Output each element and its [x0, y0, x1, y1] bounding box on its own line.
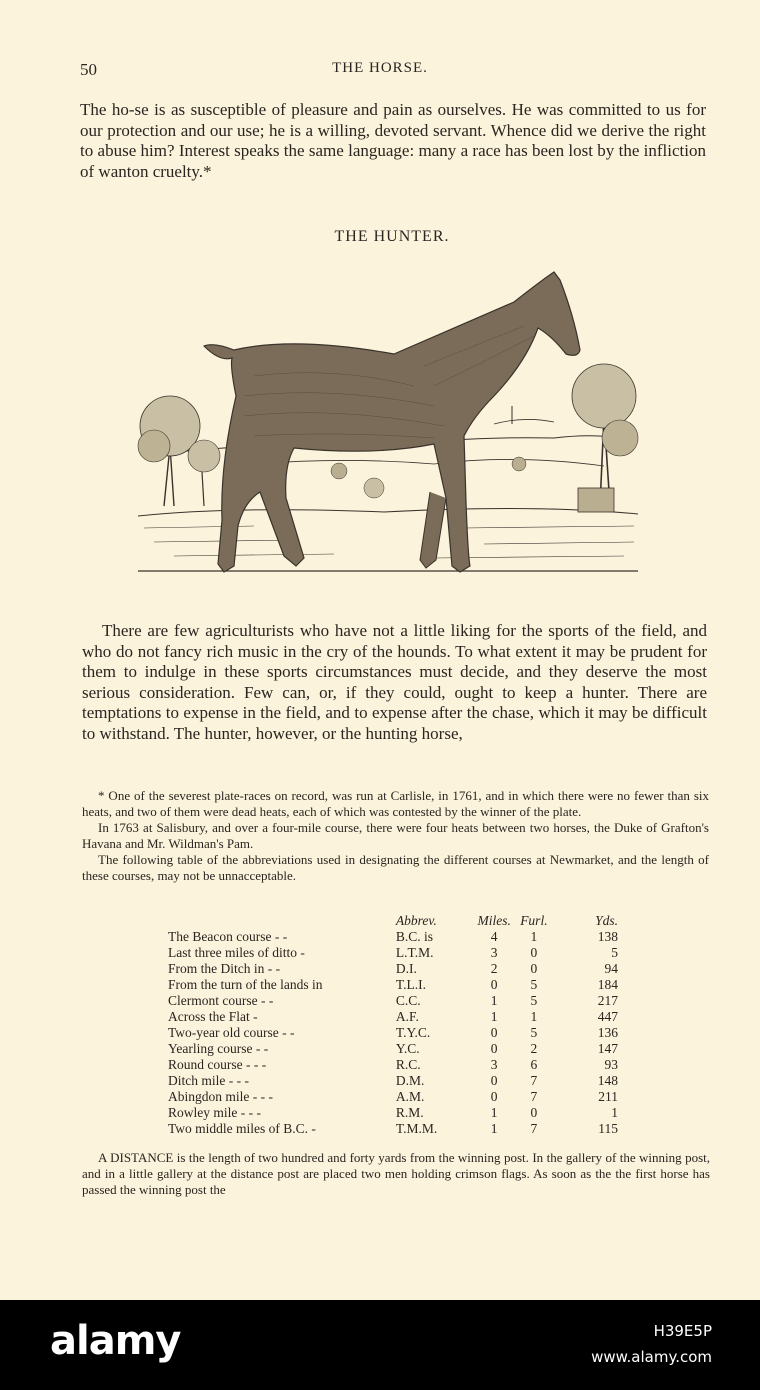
yards: 115 [598, 1121, 618, 1136]
footnote-table-intro: The following table of the abbreviations used in designating the different courses at Newmarket, and the length of these courses, may not be unnacceptable. [82, 852, 709, 883]
furlongs: 7 [530, 1121, 538, 1136]
miles: 3 [490, 945, 498, 960]
yards: 447 [597, 1009, 618, 1024]
abbrev: D.I. [395, 961, 417, 976]
yards: 138 [597, 929, 618, 944]
abbrev: A.F. [395, 1009, 419, 1024]
course-name: Clermont course - - [168, 993, 274, 1008]
abbrev: D.M. [395, 1073, 425, 1088]
abbrev: T.L.I. [395, 977, 427, 992]
course-name: The Beacon course - - [168, 929, 288, 944]
yards: 211 [598, 1089, 618, 1104]
alamy-logo: alamy [50, 1318, 181, 1364]
table-row [168, 1057, 628, 1073]
table-row [168, 1105, 628, 1121]
miles: 0 [490, 1089, 498, 1104]
image-id-label: H39E5P [653, 1322, 712, 1340]
miles: 1 [490, 993, 498, 1008]
table-row [168, 961, 628, 977]
course-name: Last three miles of ditto - [168, 945, 305, 960]
table-header-row [168, 913, 628, 929]
course-name: Abingdon mile - - - [168, 1089, 273, 1104]
yards: 184 [597, 977, 618, 992]
furlongs: 7 [530, 1073, 538, 1088]
table-row [168, 977, 628, 993]
running-title: THE HORSE. [332, 60, 428, 76]
course-name: Ditch mile - - - [168, 1073, 249, 1088]
furlongs: 2 [530, 1041, 538, 1056]
furlongs: 1 [530, 929, 538, 944]
abbrev: B.C. is [395, 929, 434, 944]
course-name: Across the Flat - [168, 1009, 258, 1024]
table-row [168, 1073, 628, 1089]
yards: 136 [597, 1025, 618, 1040]
column-header: Miles. [477, 913, 511, 928]
column-header [168, 913, 396, 929]
abbrev: T.M.M. [395, 1121, 438, 1136]
abbrev: Y.C. [395, 1041, 420, 1056]
column-header: Abbrev. [395, 913, 437, 928]
furlongs: 1 [530, 1009, 538, 1024]
column-header: Yds. [595, 913, 618, 928]
footnotes [82, 788, 709, 884]
abbrev: C.C. [395, 993, 421, 1008]
course-name: Rowley mile - - - [168, 1105, 261, 1120]
furlongs: 5 [530, 993, 538, 1008]
miles: 1 [490, 1121, 498, 1136]
page-number: 50 [80, 60, 97, 79]
yards: 147 [597, 1041, 618, 1056]
abbrev: A.M. [395, 1089, 425, 1104]
yards: 94 [604, 961, 618, 976]
furlongs: 0 [530, 1105, 538, 1120]
course-name: Round course - - - [168, 1057, 267, 1072]
course-name: Two-year old course - - [168, 1025, 295, 1040]
hunter-paragraph: There are few agriculturists who have not a little liking for the sports of the field, and who do not fancy rich music in the cry of the hounds. To what extent it may be prudent for them to indulge in these sports circumstances must decide, and they deserve the most serious consideration. Few can, or, if they could, ought to keep a hunter. There are temptations to expense in the field, and to expense after the chase, which it may be difficult to withstand. The hunter, however, or the hunting horse, [82, 621, 707, 743]
table-row [168, 1089, 628, 1105]
miles: 1 [490, 1009, 498, 1024]
right-tree [572, 364, 638, 512]
abbrev: T.Y.C. [395, 1025, 431, 1040]
miles: 0 [490, 1025, 498, 1040]
abbrev: R.M. [395, 1105, 424, 1120]
yards: 1 [611, 1105, 618, 1120]
miles: 2 [490, 961, 498, 976]
table-row [168, 945, 628, 961]
yards: 93 [604, 1057, 618, 1072]
furlongs: 0 [530, 961, 538, 976]
furlongs: 5 [530, 1025, 538, 1040]
miles: 0 [490, 1041, 498, 1056]
miles: 0 [490, 977, 498, 992]
distance-note [82, 1150, 710, 1198]
abbrev: R.C. [395, 1057, 421, 1072]
miles: 3 [490, 1057, 498, 1072]
newmarket-courses-table [168, 913, 628, 1137]
table-row [168, 1121, 628, 1137]
section-title: THE HUNTER. [334, 228, 450, 245]
opening-paragraph: The ho-se is as susceptible of pleasure and pain as ourselves. He was committed to us for our protection and our use; he is a willing, devoted servant. Whence did we derive the right to abuse him? Interest speaks the same language: many a race has been lost by the infliction of wanton cruelty.* [80, 100, 706, 181]
furlongs: 5 [530, 977, 538, 992]
table-row [168, 929, 628, 945]
column-header: Furl. [520, 913, 548, 928]
distance-paragraph: A DISTANCE is the length of two hundred and forty yards from the winning post. In the gallery of the winning post, and in a little gallery at the distance post are placed two men holding crimson flags. As soon as the the first horse has passed the winning post the [82, 1150, 710, 1197]
footnote-carlisle: * One of the severest plate-races on record, was run at Carlisle, in 1761, and in which there were no fewer than six heats, and two of them were dead heats, each of which was contested by the winner of the plate. [82, 788, 709, 819]
table-row [168, 1025, 628, 1041]
footnote-salisbury: In 1763 at Salisbury, and over a four-mile course, there were four heats between two horses, the Duke of Grafton's Havana and Mr. Wildman's Pam. [82, 820, 709, 851]
furlongs: 6 [530, 1057, 538, 1072]
yards: 5 [611, 945, 618, 960]
course-name: From the turn of the lands in [168, 977, 323, 992]
table-row [168, 1009, 628, 1025]
course-name: From the Ditch in - - [168, 961, 281, 976]
furlongs: 0 [530, 945, 538, 960]
miles: 0 [490, 1073, 498, 1088]
table-row [168, 1041, 628, 1057]
miles: 4 [490, 929, 498, 944]
left-tree [138, 396, 220, 506]
abbrev: L.T.M. [395, 945, 434, 960]
hunter-horse-illustration [134, 266, 642, 602]
table-row [168, 993, 628, 1009]
site-url-label: www.alamy.com [591, 1348, 712, 1366]
miles: 1 [490, 1105, 498, 1120]
course-name: Two middle miles of B.C. - [168, 1121, 316, 1136]
course-name: Yearling course - - [168, 1041, 269, 1056]
furlongs: 7 [530, 1089, 538, 1104]
yards: 217 [597, 993, 618, 1008]
yards: 148 [597, 1073, 618, 1088]
